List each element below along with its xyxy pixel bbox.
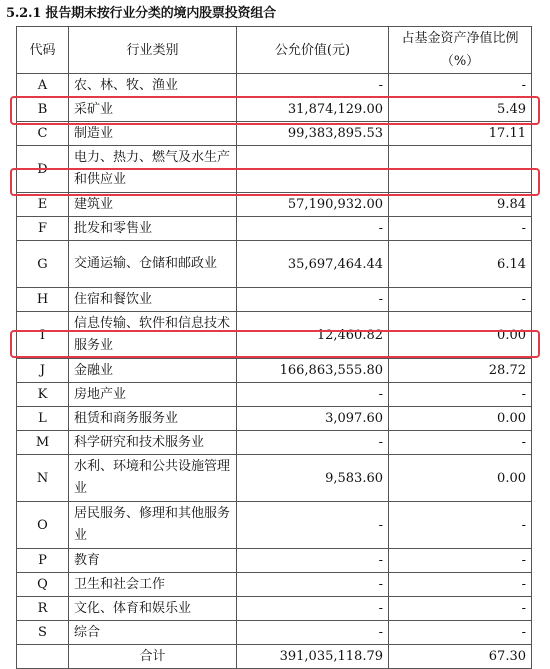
fair-value-cell: - (237, 431, 389, 455)
industry-code-cell: N (17, 455, 69, 502)
industry-name-cell: 信息传输、软件和信息技术服务业 (69, 312, 237, 359)
industry-code-cell: K (17, 383, 69, 407)
nav-ratio-cell: 17.11 (389, 122, 532, 146)
industry-name-cell: 卫生和社会工作 (69, 573, 237, 597)
industry-code-cell: D (17, 146, 69, 193)
industry-name-cell: 房地产业 (69, 383, 237, 407)
industry-code-cell: E (17, 193, 69, 217)
fair-value-cell: 3,097.60 (237, 407, 389, 431)
nav-ratio-cell: - (389, 217, 532, 241)
fair-value-cell: - (237, 383, 389, 407)
fair-value-cell: 12,460.82 (237, 312, 389, 359)
table-row (17, 241, 532, 288)
table-row (17, 312, 532, 359)
industry-code-cell: H (17, 288, 69, 312)
nav-ratio-cell: - (389, 146, 532, 193)
table-row (17, 502, 532, 549)
nav-ratio-cell: 5.49 (389, 98, 532, 122)
industry-code-cell: J (17, 359, 69, 383)
industry-code-cell: S (17, 621, 69, 645)
fair-value-cell: - (237, 146, 389, 193)
fair-value-cell: - (237, 573, 389, 597)
industry-code-cell: I (17, 312, 69, 359)
industry-name-cell: 教育 (69, 549, 237, 573)
header-nav-ratio: 占基金资产净值比例（%） (389, 27, 532, 74)
industry-code-cell: P (17, 549, 69, 573)
table-row (17, 431, 532, 455)
industry-code-cell: Q (17, 573, 69, 597)
table-row (17, 74, 532, 98)
fair-value-cell: - (237, 597, 389, 621)
nav-ratio-cell: - (389, 621, 532, 645)
industry-name-cell: 建筑业 (69, 193, 237, 217)
nav-ratio-cell: - (389, 549, 532, 573)
fair-value-cell: - (237, 217, 389, 241)
total-code-cell (17, 645, 69, 669)
industry-code-cell: R (17, 597, 69, 621)
total-label-cell: 合计 (69, 645, 237, 669)
industry-allocation-table (16, 26, 532, 669)
table-body (17, 74, 532, 669)
nav-ratio-cell: - (389, 74, 532, 98)
industry-code-cell: F (17, 217, 69, 241)
industry-name-cell: 科学研究和技术服务业 (69, 431, 237, 455)
table-row (17, 549, 532, 573)
nav-ratio-cell: - (389, 573, 532, 597)
industry-name-cell: 批发和零售业 (69, 217, 237, 241)
industry-code-cell: A (17, 74, 69, 98)
industry-code-cell: G (17, 241, 69, 288)
fair-value-cell: 31,874,129.00 (237, 98, 389, 122)
industry-name-cell: 居民服务、修理和其他服务业 (69, 502, 237, 549)
nav-ratio-cell: - (389, 383, 532, 407)
total-ratio-cell: 67.30 (389, 645, 532, 669)
nav-ratio-cell: - (389, 288, 532, 312)
table-row (17, 621, 532, 645)
industry-code-cell: C (17, 122, 69, 146)
table-row (17, 383, 532, 407)
nav-ratio-cell: 0.00 (389, 407, 532, 431)
table-row (17, 193, 532, 217)
industry-code-cell: M (17, 431, 69, 455)
table-row (17, 359, 532, 383)
industry-name-cell: 制造业 (69, 122, 237, 146)
industry-name-cell: 文化、体育和娱乐业 (69, 597, 237, 621)
industry-code-cell: O (17, 502, 69, 549)
fair-value-cell: 57,190,932.00 (237, 193, 389, 217)
nav-ratio-cell: 0.00 (389, 455, 532, 502)
nav-ratio-cell: 9.84 (389, 193, 532, 217)
table-row (17, 122, 532, 146)
table-row (17, 573, 532, 597)
industry-name-cell: 租赁和商务服务业 (69, 407, 237, 431)
fair-value-cell: 9,583.60 (237, 455, 389, 502)
section-title: 5.2.1 报告期末按行业分类的境内股票投资组合 (6, 6, 276, 21)
header-code: 代码 (17, 27, 69, 74)
industry-name-cell: 金融业 (69, 359, 237, 383)
fair-value-cell: - (237, 74, 389, 98)
nav-ratio-cell: - (389, 431, 532, 455)
fair-value-cell: - (237, 549, 389, 573)
table-row (17, 455, 532, 502)
industry-name-cell: 住宿和餐饮业 (69, 288, 237, 312)
table-header-row (17, 27, 532, 74)
header-industry: 行业类别 (69, 27, 237, 74)
fair-value-cell: - (237, 288, 389, 312)
industry-name-cell: 农、林、牧、渔业 (69, 74, 237, 98)
table-row (17, 288, 532, 312)
table-row (17, 597, 532, 621)
fair-value-cell: - (237, 621, 389, 645)
nav-ratio-cell: - (389, 502, 532, 549)
industry-name-cell: 电力、热力、燃气及水生产和供应业 (69, 146, 237, 193)
table-row (17, 146, 532, 193)
table-row (17, 407, 532, 431)
nav-ratio-cell: 28.72 (389, 359, 532, 383)
total-value-cell: 391,035,118.79 (237, 645, 389, 669)
header-fair-value: 公允价值(元) (237, 27, 389, 74)
fair-value-cell: 166,863,555.80 (237, 359, 389, 383)
industry-code-cell: L (17, 407, 69, 431)
fair-value-cell: - (237, 502, 389, 549)
nav-ratio-cell: - (389, 597, 532, 621)
table-total-row (17, 645, 532, 669)
industry-name-cell: 交通运输、仓储和邮政业 (69, 241, 237, 288)
fair-value-cell: 35,697,464.44 (237, 241, 389, 288)
nav-ratio-cell: 6.14 (389, 241, 532, 288)
industry-name-cell: 水利、环境和公共设施管理业 (69, 455, 237, 502)
table-row (17, 217, 532, 241)
industry-name-cell: 综合 (69, 621, 237, 645)
fair-value-cell: 99,383,895.53 (237, 122, 389, 146)
industry-code-cell: B (17, 98, 69, 122)
nav-ratio-cell: 0.00 (389, 312, 532, 359)
industry-name-cell: 采矿业 (69, 98, 237, 122)
table-row (17, 98, 532, 122)
